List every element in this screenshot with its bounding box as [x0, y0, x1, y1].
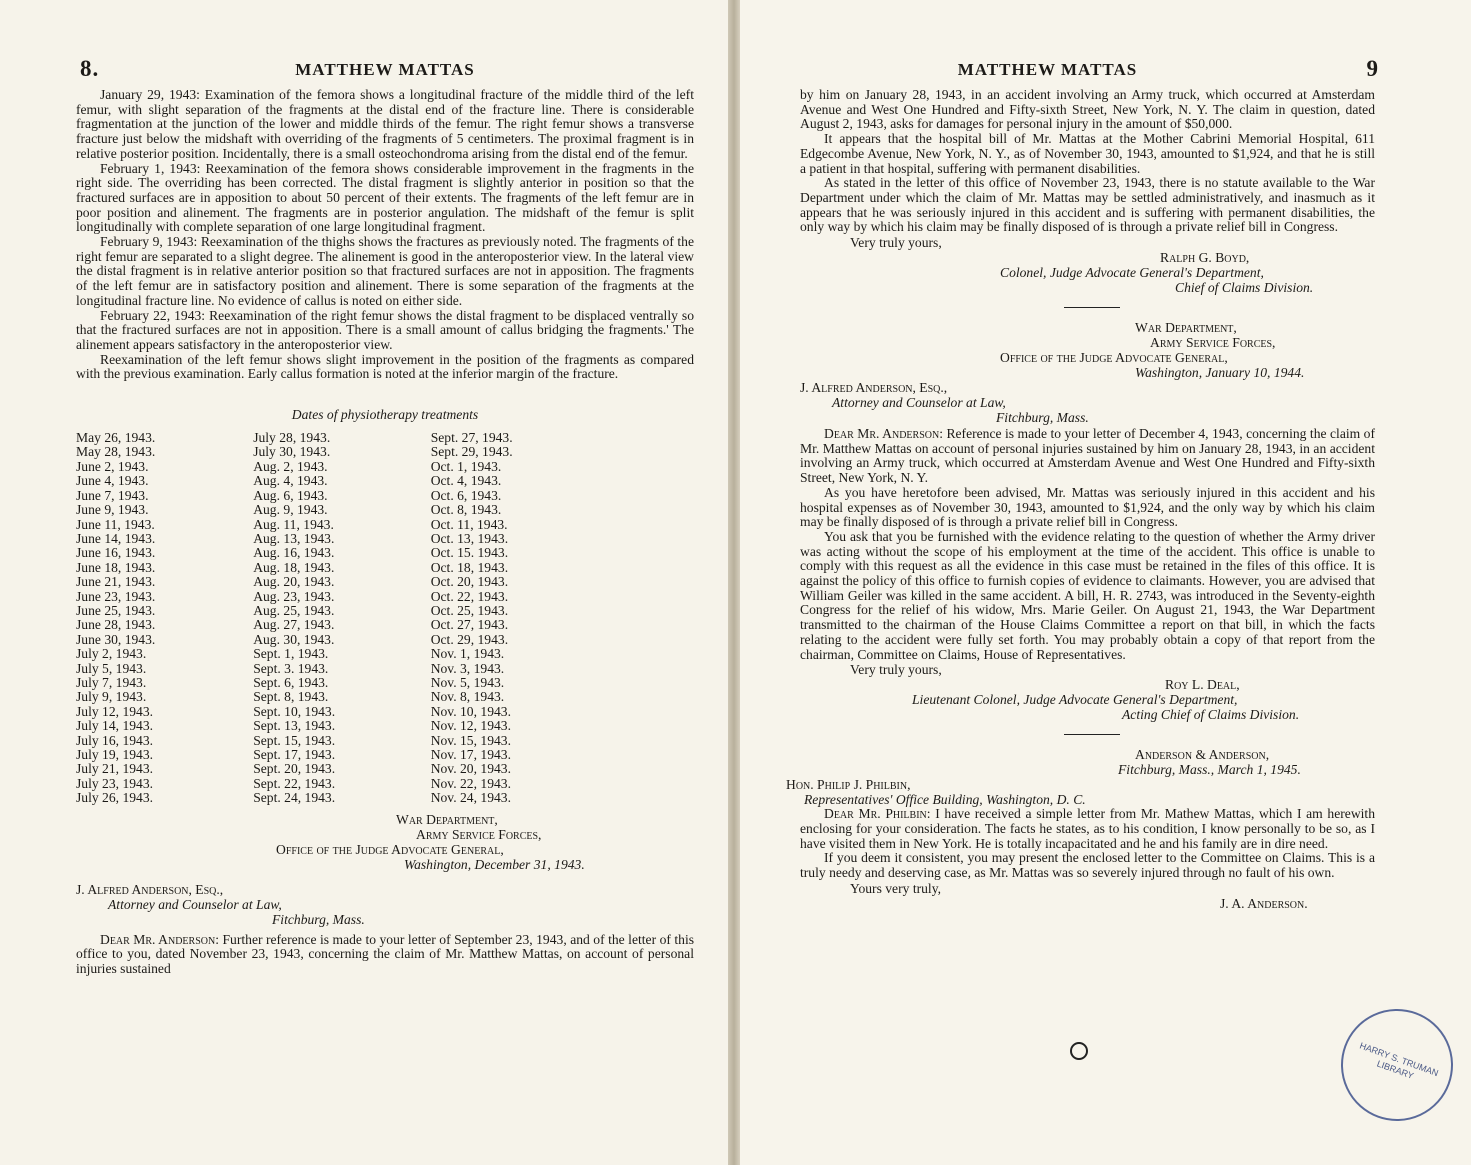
signature-name: Roy L. Deal, — [1165, 677, 1240, 693]
table-row — [76, 503, 564, 517]
date-cell: Sept. 22, 1943. — [253, 775, 336, 791]
table-row — [76, 489, 564, 503]
date-cell: Sept. 1, 1943. — [253, 646, 329, 662]
table-row — [76, 532, 564, 546]
table-row — [76, 431, 564, 445]
date-cell: Sept. 13, 1943. — [253, 718, 336, 734]
letter-sender-line: Anderson & Anderson, — [1135, 747, 1270, 763]
date-cell: Sept. 27, 1943. — [430, 430, 513, 446]
date-cell: July 2, 1943. — [76, 646, 147, 662]
date-cell: Nov. 10, 1943. — [430, 703, 511, 719]
table-row — [76, 748, 564, 762]
addressee-name: Hon. Philip J. Philbin, — [786, 777, 911, 793]
date-cell: June 16, 1943. — [76, 545, 156, 561]
letter-sender-line: War Department, — [396, 811, 498, 827]
letter-paragraph — [800, 807, 1375, 851]
table-row — [76, 604, 564, 618]
letter-sender-line: War Department, — [1135, 320, 1237, 336]
date-cell: Sept. 17, 1943. — [253, 747, 336, 762]
table-row — [76, 791, 564, 805]
table-row — [76, 460, 564, 474]
table-row — [76, 445, 564, 459]
date-cell: Nov. 1, 1943. — [430, 646, 505, 662]
date-cell: Sept. 29, 1943. — [430, 444, 513, 460]
date-cell: Oct. 18, 1943. — [430, 559, 509, 575]
page-number: 8. — [80, 56, 100, 81]
date-cell: July 26, 1943. — [76, 790, 154, 806]
date-cell: Oct. 15. 1943. — [430, 545, 509, 561]
date-cell: July 23, 1943. — [76, 775, 154, 791]
table-row — [76, 676, 564, 690]
date-cell: July 14, 1943. — [76, 718, 154, 734]
letter-body-text: Further reference is made to your letter of September 23, 1943, and of the letter of this office to you, dated November 23, 1943, concerning the claim of Mr. Matthew Mattas, on account of personal injuries sustained — [76, 931, 695, 977]
letter-body-text: I have received a simple letter from Mr. Mathew Mattas, which I am herewith enclosing for your consideration. The facts he states, as to his condition, I know personally to be so, as I have visited them in New York. He is totally incapacitated and he and his family are in dire need. — [800, 806, 1375, 851]
letter-sender-line: Office of the Judge Advocate General, — [1000, 350, 1228, 366]
date-cell: Nov. 24, 1943. — [430, 790, 511, 806]
addressee-city: Fitchburg, Mass. — [996, 410, 1089, 426]
date-cell: Aug. 16, 1943. — [253, 545, 335, 561]
letter-dateline: Washington, January 10, 1944. — [1135, 365, 1305, 381]
letter-dateline: Washington, December 31, 1943. — [404, 856, 585, 872]
date-cell: Sept. 15, 1943. — [253, 732, 336, 748]
date-cell: July 5, 1943. — [76, 660, 147, 676]
report-paragraph: February 22, 1943: Reexamination of the right femur shows the distal fragment to be displaced ventrally so that the fractured surfaces are not in apposition. There is a small amount of callus bridging the fragments.' The alinement appears satisfactory in the anteroposterior view. — [76, 307, 694, 352]
letter-dateline: Fitchburg, Mass., March 1, 1945. — [1118, 762, 1301, 778]
date-cell: June 4, 1943. — [76, 473, 149, 489]
closing: Very truly yours, — [850, 662, 942, 678]
signature-title: Colonel, Judge Advocate General's Department, — [1000, 265, 1264, 281]
salutation: Dear Mr. Anderson: — [100, 931, 219, 947]
report-paragraph: February 9, 1943: Reexamination of the thighs shows the fractures as previously noted. The fragments of the right femur are separated to a slight degree. The alinement is good in the anteroposterior view. In the lateral view the distal fragment is in relative anterior position so that fractured surfaces are not in apposition. The fragments of the left femur are in satisfactory position and alinement. There is some separation of the fragments at the longitudinal fracture line. No evidence of callus is noted on either side. — [76, 234, 694, 308]
table-row — [76, 590, 564, 604]
table-row — [76, 561, 564, 575]
date-cell: Aug. 30, 1943. — [253, 631, 335, 647]
table-row — [76, 647, 564, 661]
dates-table — [76, 431, 564, 806]
table-row — [76, 777, 564, 791]
section-rule — [1064, 307, 1120, 308]
date-cell: May 26, 1943. — [76, 430, 156, 446]
salutation: Dear Mr. Anderson: — [824, 426, 943, 442]
date-cell: Nov. 20, 1943. — [430, 761, 511, 777]
date-cell: Sept. 20, 1943. — [253, 761, 336, 777]
date-cell: Oct. 29, 1943. — [430, 631, 509, 647]
table-row — [76, 474, 564, 488]
addressee-title: Attorney and Counselor at Law, — [832, 395, 1006, 411]
date-cell: Aug. 9, 1943. — [253, 502, 328, 518]
date-cell: June 14, 1943. — [76, 530, 156, 546]
date-cell: Nov. 8, 1943. — [430, 689, 505, 705]
date-cell: June 30, 1943. — [76, 631, 156, 647]
date-cell: Sept. 10, 1943. — [253, 703, 336, 719]
letter-paragraph: As you have heretofore been advised, Mr. Mattas was seriously injured in this accident and his hospital expenses as of November 30, 1943, amounted to $1,924, and the only way by which his claim may be finally disposed of is through a private relief bill in Congress. — [800, 484, 1375, 530]
date-cell: June 28, 1943. — [76, 617, 156, 633]
date-cell: Oct. 25, 1943. — [430, 602, 509, 618]
table-row — [76, 575, 564, 589]
date-cell: Aug. 13, 1943. — [253, 530, 335, 546]
date-cell: Aug. 2, 1943. — [253, 458, 328, 474]
report-paragraph: February 1, 1943: Reexamination of the femora shows considerable improvement in the fragments in the right side. The overriding has been corrected. The distal fragment is slightly anterior in position so that the fractured surfaces are in apposition to about 50 percent of their extents. The fragments of the left femur are in poor position and alinement. The fragments are in posterior angulation. The midshaft of the femur is split longitudinally with complete separation of one large longitudinal fragment. — [76, 160, 694, 235]
right-page-header — [800, 56, 1379, 88]
book-gutter — [728, 0, 740, 1165]
date-cell: Sept. 8, 1943. — [253, 689, 329, 705]
addressee-name: J. Alfred Anderson, Esq., — [76, 881, 224, 897]
page-number: 9 — [1366, 56, 1379, 81]
section-rule — [1064, 734, 1120, 735]
date-cell: July 7, 1943. — [76, 674, 147, 690]
date-cell: July 9, 1943. — [76, 689, 147, 705]
date-cell: June 21, 1943. — [76, 574, 156, 590]
punch-hole-mark — [1070, 1042, 1088, 1060]
addressee-city: Fitchburg, Mass. — [272, 911, 365, 927]
table-row — [76, 719, 564, 733]
letter-paragraph: You ask that you be furnished with the evidence relating to the question of whether the Army driver was acting without the scope of his employment at the time of the accident. This office is unable to comply with this request as all the evidence in this case must be retained in the files of this office. It is against the policy of this office to furnish copies of evidence to claimants. However, you are advised that William Geiler was killed in the same accident. A bill, H. R. 2743, was introduced in the Seventy-eighth Congress for the relief of his widow, Mrs. Marie Geiler. On August 21, 1943, the War Department transmitted to the chairman of the House Claims Committee a report on that bill, in which the facts relating to the accident were fully set forth. You may probably obtain a copy of that report from the chairman, Committee on Claims, House of Representatives. — [800, 528, 1375, 662]
date-cell: Oct. 11, 1943. — [430, 516, 508, 532]
date-cell: Oct. 20, 1943. — [430, 574, 509, 590]
signature-title: Lieutenant Colonel, Judge Advocate General's Department, — [912, 692, 1238, 708]
date-cell: Aug. 20, 1943. — [253, 574, 335, 590]
date-cell: Aug. 25, 1943. — [253, 602, 335, 618]
date-cell: May 28, 1943. — [76, 444, 156, 460]
date-cell: Aug. 4, 1943. — [253, 473, 328, 489]
date-cell: June 7, 1943. — [76, 487, 149, 503]
date-cell: Oct. 27, 1943. — [430, 617, 509, 633]
date-cell: Nov. 3, 1943. — [430, 660, 505, 676]
signature-name: J. A. Anderson. — [1220, 895, 1308, 911]
letter-body-text: Reference is made to your letter of December 4, 1943, concerning the claim of Mr. Matthew Mattas on account of personal injuries sustained by him on January 28, 1943, in an accident involving an Army truck, which occurred at Amsterdam Avenue and West One Hundred and Fifty-sixth Street, New York, N. Y. — [800, 426, 1375, 486]
signature-role: Chief of Claims Division. — [1175, 280, 1314, 296]
date-cell: Oct. 8, 1943. — [430, 502, 502, 518]
date-cell: June 2, 1943. — [76, 458, 149, 474]
stamp-text: HARRY S. TRUMAN LIBRARY — [1358, 1040, 1440, 1081]
addressee-title: Attorney and Counselor at Law, — [108, 896, 282, 912]
letter-sender-line: Office of the Judge Advocate General, — [276, 841, 504, 857]
salutation: Dear Mr. Philbin: — [824, 806, 931, 822]
date-cell: July 16, 1943. — [76, 732, 154, 748]
date-cell: Oct. 4, 1943. — [430, 473, 502, 489]
date-cell: Nov. 15, 1943. — [430, 732, 511, 748]
date-cell: Oct. 1, 1943. — [430, 458, 502, 474]
date-cell: Nov. 17, 1943. — [430, 747, 511, 762]
date-cell: Aug. 27, 1943. — [253, 617, 335, 633]
table-row — [76, 762, 564, 776]
table-row — [76, 518, 564, 532]
letter-paragraph: by him on January 28, 1943, in an accident involving an Army truck, which occurred at Amsterdam Avenue and West One Hundred and Fifty-sixth Street, New York, N. Y. The claim in question, dated August 2, 1943, asks for damages for personal injury in the amount of $50,000. — [800, 87, 1375, 132]
letter-paragraph: If you deem it consistent, you may present the enclosed letter to the Committee on Claims. This is a truly needy and deserving case, as Mr. Mattas was so severely injured through no fault of his own. — [800, 850, 1375, 881]
table-row — [76, 633, 564, 647]
report-paragraph: Reexamination of the left femur shows slight improvement in the position of the fragments as compared with the previous examination. Early callus formation is noted at the inferior margin of the fracture. — [76, 351, 694, 382]
dates-title: Dates of physiotherapy treatments — [291, 407, 479, 423]
table-row — [76, 618, 564, 632]
date-cell: Aug. 23, 1943. — [253, 588, 335, 604]
left-page — [0, 0, 728, 1165]
date-cell: Nov. 12, 1943. — [430, 718, 511, 734]
date-cell: Nov. 22, 1943. — [430, 775, 511, 791]
letter-sender-line: Army Service Forces, — [1150, 335, 1276, 351]
date-cell: Oct. 13, 1943. — [430, 530, 509, 546]
date-cell: July 21, 1943. — [76, 761, 154, 777]
table-row — [76, 705, 564, 719]
date-cell: Aug. 18, 1943. — [253, 559, 335, 575]
date-cell: Nov. 5, 1943. — [430, 674, 505, 690]
library-stamp — [1325, 993, 1469, 1137]
table-row — [76, 734, 564, 748]
date-cell: June 23, 1943. — [76, 588, 156, 604]
table-row — [76, 690, 564, 704]
signature-role: Acting Chief of Claims Division. — [1122, 707, 1300, 723]
letter-paragraph — [800, 427, 1375, 486]
addressee-title: Representatives' Office Building, Washington, D. C. — [804, 792, 1086, 808]
date-cell: Oct. 22, 1943. — [430, 588, 509, 604]
date-cell: July 28, 1943. — [253, 430, 331, 446]
signature-name: Ralph G. Boyd, — [1160, 250, 1250, 266]
date-cell: June 25, 1943. — [76, 602, 156, 618]
closing: Very truly yours, — [850, 235, 942, 251]
letter-paragraph: As stated in the letter of this office of November 23, 1943, there is no statute available to the War Department under which the claim of Mr. Mattas may be settled administratively, and inasmuch as it appears that he was seriously injured in this accident and is suffering with permanent disabilities, the only way by which his claim may be finally disposed of is through a private relief bill in Congress. — [800, 175, 1375, 235]
date-cell: July 19, 1943. — [76, 747, 154, 762]
table-row — [76, 662, 564, 676]
letter-body — [76, 933, 694, 977]
date-cell: June 9, 1943. — [76, 502, 149, 518]
running-head: MATTHEW MATTAS — [957, 60, 1138, 79]
date-cell: Aug. 6, 1943. — [253, 487, 328, 503]
date-cell: June 11, 1943. — [76, 516, 155, 532]
date-cell: July 30, 1943. — [253, 444, 331, 460]
letter-paragraph: It appears that the hospital bill of Mr. Mattas at the Mother Cabrini Memorial Hospital, 611 Edgecombe Avenue, New York, N. Y., as of November 30, 1943, amounted to $1,924, and that he is still a patient in that hospital, suffering with permanent disabilities. — [800, 131, 1375, 176]
date-cell: Sept. 3. 1943. — [253, 660, 329, 676]
date-cell: Sept. 6, 1943. — [253, 674, 329, 690]
running-head: MATTHEW MATTAS — [295, 60, 475, 79]
left-page-header — [76, 58, 694, 88]
report-paragraph: January 29, 1943: Examination of the femora shows a longitudinal fracture of the middle third of the left femur, with slight separation of the fragments at the distal end of the fracture line. There is considerable fragmentation at the junction of the lower and middle thirds of the femur. The right femur shows a transverse fracture just below the midshaft with overriding of the fragments of 5 centimeters. The proximal fragment is in relative posterior position. Incidentally, there is a small osteochondroma arising from the distal end of the femur. — [76, 87, 694, 161]
date-cell: Aug. 11, 1943. — [253, 516, 334, 532]
closing: Yours very truly, — [850, 880, 942, 896]
date-cell: July 12, 1943. — [76, 703, 154, 719]
date-cell: June 18, 1943. — [76, 559, 156, 575]
date-cell: Oct. 6, 1943. — [430, 487, 502, 503]
table-row — [76, 546, 564, 560]
addressee-name: J. Alfred Anderson, Esq., — [800, 380, 948, 396]
date-cell: Sept. 24, 1943. — [253, 790, 336, 806]
right-page — [740, 0, 1471, 1165]
letter-sender-line: Army Service Forces, — [416, 826, 542, 842]
